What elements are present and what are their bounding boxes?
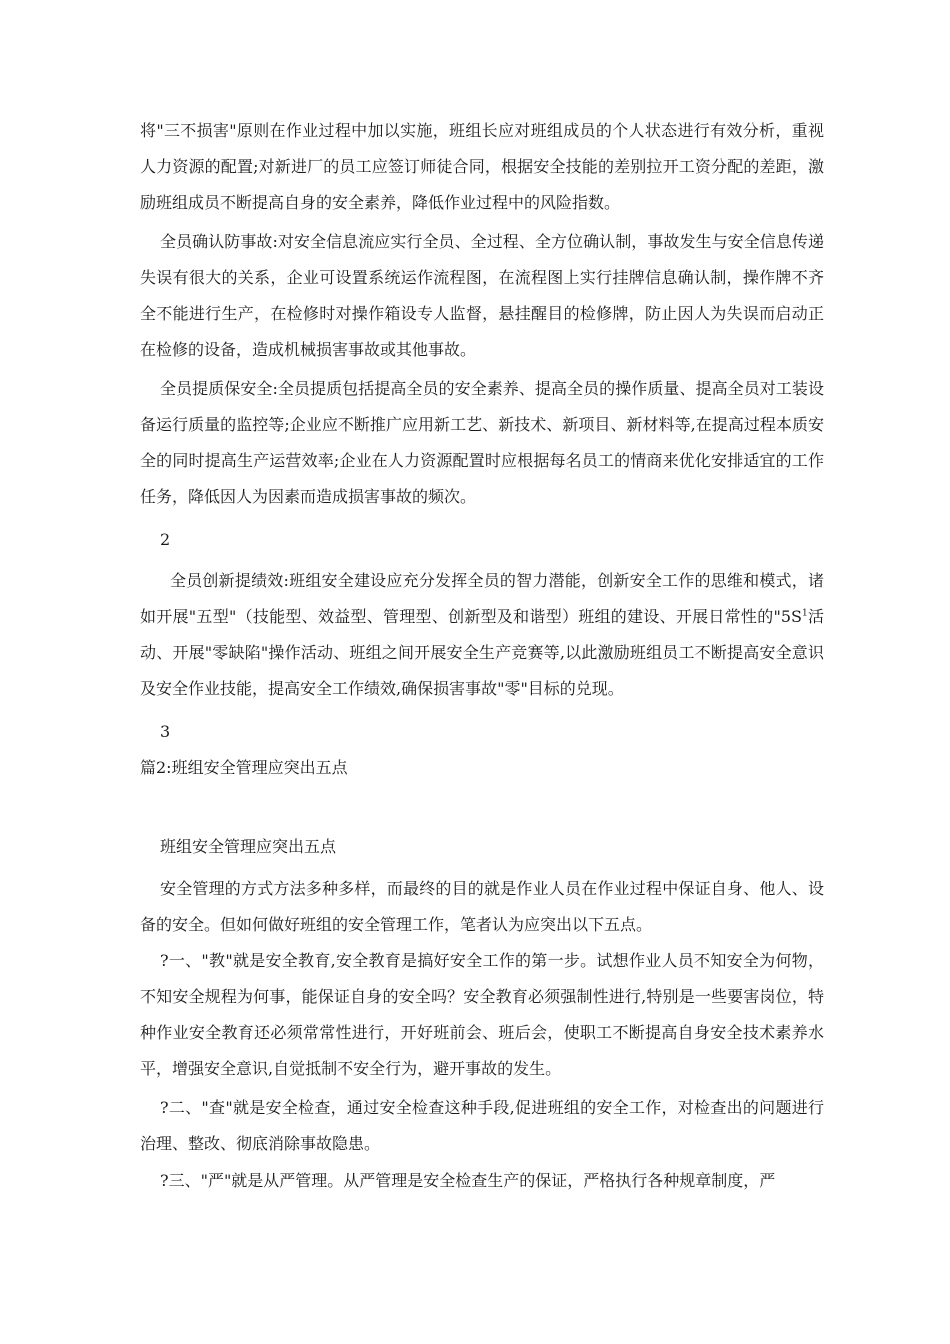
page-number-2: 2: [160, 530, 171, 549]
paragraph-point-inspection: ?二、"查"就是安全检查，通过安全检查这种手段,促进班组的安全工作，对检查出的问题进行治理、整改、彻底消除事故隐患。: [140, 1098, 824, 1153]
innovation-text-part2: 活动、开展"零缺陷"操作活动、班组之间开展安全生产竞赛等,以此激励班组员工不断提高安全意识及安全作业技能，提高安全工作绩效,确保损害事故"零"目标的兑现。: [140, 607, 824, 698]
paragraph-quality-safety: 全员提质保安全:全员提质包括提高全员的安全素养、提高全员的操作质量、提高全员对工装设备运行质量的监控等;企业应不断推广应用新工艺、新技术、新项目、新材料等,在提高过程本质安全的同时提高生产运营效率;企业在人力资源配置时应根据每名员工的情商来优化安排适宜的工作任务，降低因人为因素而造成损害事故的频次。: [140, 379, 824, 506]
footnote-marker: 1: [801, 608, 808, 619]
paragraph-point-education: ?一、"教"就是安全教育,安全教育是搞好安全工作的第一步。试想作业人员不知安全为何物，不知安全规程为何事，能保证自身的安全吗？安全教育必须强制性进行,特别是一些要害岗位，特种作业安全教育还必须常常性进行，开好班前会、班后会，使职工不断提高自身安全技术素养水平，增强安全意识,自觉抵制不安全行为，避开事故的发生。: [140, 951, 824, 1078]
innovation-text-part1: 全员创新提绩效:班组安全建设应充分发挥全员的智力潜能，创新安全工作的思维和模式，诸如开展"五型"（技能型、效益型、管理型、创新型及和谐型）班组的建设、开展日常性的"5S: [140, 571, 824, 626]
paragraph-innovation-performance: [140, 563, 824, 707]
page-number-3: 3: [160, 722, 171, 741]
paragraph-confirm-prevent-accidents: 全员确认防事故:对安全信息流应实行全员、全过程、全方位确认制，事故发生与安全信息传递失误有很大的关系，企业可设置系统运作流程图，在流程图上实行挂牌信息确认制，操作牌不齐全不能进行生产，在检修时对操作箱设专人监督，悬挂醒目的检修牌，防止因人为失误而启动正在检修的设备，造成机械损害事故或其他事故。: [140, 232, 824, 359]
paragraph-intro-five-points: 安全管理的方式方法多种多样，而最终的目的就是作业人员在作业过程中保证自身、他人、设备的安全。但如何做好班组的安全管理工作，笔者认为应突出以下五点。: [140, 879, 824, 934]
paragraph-three-no-harm: 将"三不损害"原则在作业过程中加以实施，班组长应对班组成员的个人状态进行有效分析，重视人力资源的配置;对新进厂的员工应签订师徒合同，根据安全技能的差别拉开工资分配的差距，激励班组成员不断提高自身的安全素养，降低作业过程中的风险指数。: [140, 121, 824, 212]
paragraph-point-strict-management: ?三、"严"就是从严管理。从严管理是安全检查生产的保证，严格执行各种规章制度，严: [160, 1171, 776, 1190]
section-heading: 篇2:班组安全管理应突出五点: [140, 758, 348, 777]
section-subtitle: 班组安全管理应突出五点: [160, 837, 337, 856]
